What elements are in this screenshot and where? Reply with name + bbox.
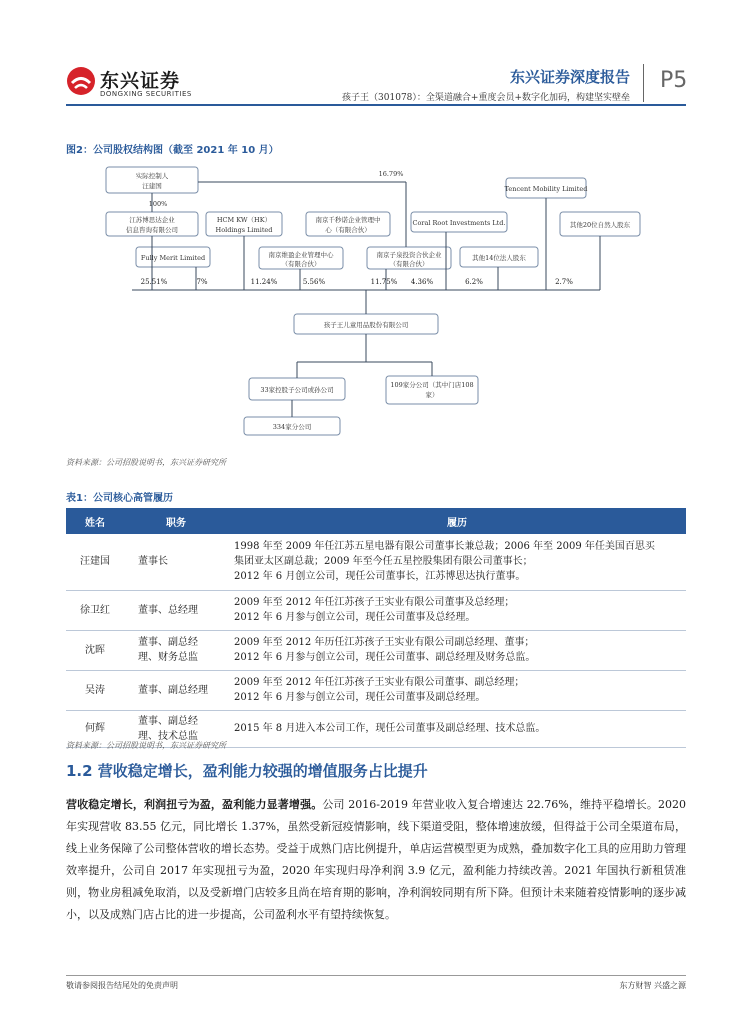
other14-label: 其他14位法人股东 — [472, 254, 526, 262]
company-label: 孩子王儿童用品股份有限公司 — [323, 321, 409, 329]
nj-ss-label-2: （有限合伙） — [281, 260, 321, 268]
subsidiaries-label: 33家控股子公司或孙公司 — [260, 386, 334, 394]
exec-position: 董事、副总经理 — [124, 670, 228, 710]
stores-label: 334家分公司 — [272, 423, 312, 431]
nj-zk-label-2: （有限合伙） — [389, 260, 429, 268]
exec-resume: 2009 年至 2012 年任江苏孩子王实业有限公司董事及总经理； 2012 年 6 月参与创立公司，现任公司董事及总经理。 — [228, 590, 686, 630]
pct-label: 2.7% — [555, 278, 573, 286]
section-paragraph — [66, 794, 686, 926]
pct-label: 5.56% — [302, 278, 326, 286]
exec-resume: 2015 年 8 月进入本公司工作，现任公司董事及副总经理、技术总监。 — [228, 710, 686, 747]
logo-text: 东兴证券 — [100, 70, 181, 92]
controller-label-2: 汪建国 — [142, 182, 162, 190]
pct-label: 6.2% — [465, 278, 483, 286]
exec-name: 徐卫红 — [66, 590, 124, 630]
pct-label: 11.24% — [250, 278, 278, 286]
figure-source: 资料来源：公司招股说明书，东兴证券研究所 — [66, 458, 226, 467]
jsbs-label-1: 江苏博思达企业 — [129, 216, 175, 224]
pct-1679: 16.79% — [378, 170, 404, 178]
nj-zxp-label-2: 心（有限合伙） — [325, 226, 371, 234]
equity-structure-diagram — [66, 162, 686, 452]
table-caption: 表1：公司核心高管履历 — [66, 493, 173, 504]
jsbs-label-2: 信息咨询有限公司 — [126, 226, 178, 234]
footer-rule — [66, 975, 686, 976]
exec-position: 董事、副总经 理、技术总监 — [124, 710, 228, 747]
paragraph-body: 公司 2016-2019 年营业收入复合增速达 22.76%，维持平稳增长。2020 年实现营收 83.55 亿元，同比增长 1.37%，虽然受新冠疫情影响，线下渠道受阻，整体增速放缓，但得益于公司全渠道布局，线上业务保障了公司整体营收的增长态势。受益于成熟门店比例提升，单店运营模型更为成熟，叠加数字化工具的应用助力管理效率提升，公司自 2017 年实现扭亏为盈，2020 年实现归母净利润 3.9 亿元，盈利能力持续改善。2021 年国执行新租赁准则，物业房租减免取消，以及受新增门店较多且尚在培育期的影响，净利润较同期有所下降。但预计未来随着疫情影响的逐步减小，以及成熟门店占比的进一步提高，公司盈利水平有望持续恢复。 — [66, 798, 686, 921]
pct-100: 100% — [148, 200, 168, 208]
nj-zk-label-1: 南京子泉投资合伙企业 — [376, 251, 442, 259]
table-row — [66, 670, 686, 710]
pct-label: 25.51% — [140, 278, 168, 286]
table-header-row — [66, 508, 686, 534]
executive-table — [66, 508, 686, 748]
header-divider — [643, 64, 644, 102]
header-resume: 履历 — [228, 508, 686, 534]
exec-position: 董事长 — [124, 534, 228, 590]
nj-ss-label-1: 南京维盈企业管理中心 — [268, 251, 334, 259]
hcm-label-2: Holdings Limited — [215, 226, 273, 234]
report-subtitle: 孩子王（301078）：全渠道融合+重度会员+数字化加码，构建坚实壁垒 — [342, 93, 630, 103]
figure-caption: 图2：公司股权结构图（截至 2021 年 10 月） — [66, 145, 279, 156]
exec-resume: 1998 年至 2009 年任江苏五星电器有限公司董事长兼总裁；2006 年至 2009 年任美国百思买 集团亚太区副总裁；2009 年至今任五星控股集团有限公司董事长； 2012 年 6 月创立公司，现任公司董事长，江苏博思达执行董事。 — [228, 534, 686, 590]
branches-label-2: 家） — [425, 391, 439, 399]
footer-slogan: 东方财智 兴盛之源 — [619, 981, 686, 990]
section-title: 1.2 营收稳定增长，盈利能力较强的增值服务占比提升 — [66, 762, 428, 780]
pct-label: 4.36% — [410, 278, 434, 286]
report-title: 东兴证券深度报告 — [509, 68, 630, 86]
exec-name: 吴涛 — [66, 670, 124, 710]
tencent-label: Tencent Mobility Limited — [504, 185, 588, 193]
disclaimer-note: 敬请参阅报告结尾处的免责声明 — [66, 981, 178, 990]
other20-label: 其他20位自然人股东 — [569, 221, 631, 229]
page-number: P5 — [660, 68, 688, 93]
pct-label: 7% — [196, 278, 208, 286]
exec-resume: 2009 年至 2012 年历任江苏孩子王实业有限公司副总经理、董事； 2012 年 6 月参与创立公司，现任公司董事、副总经理及财务总监。 — [228, 630, 686, 670]
exec-position: 董事、副总经 理、财务总监 — [124, 630, 228, 670]
table-row — [66, 590, 686, 630]
dongxing-logo-icon — [66, 66, 96, 96]
exec-name: 何辉 — [66, 710, 124, 747]
header-position: 职务 — [124, 508, 228, 534]
hcm-label-1: HCM KW（HK） — [216, 216, 272, 224]
table-row — [66, 630, 686, 670]
table-row — [66, 534, 686, 590]
branches-label-1: 109家分公司（其中门店108 — [390, 381, 474, 389]
nj-zxp-label-1: 南京千秒诺企业管理中 — [315, 216, 381, 224]
logo-english: DONGXING SECURITIES — [100, 90, 192, 98]
coral-root-label: Coral Root Investments Ltd. — [412, 219, 506, 227]
fully-merit-label: Fully Merit Limited — [140, 254, 206, 262]
table-source: 资料来源：公司招股说明书，东兴证券研究所 — [66, 741, 226, 750]
exec-name: 沈晖 — [66, 630, 124, 670]
exec-resume: 2009 年至 2012 年任江苏孩子王实业有限公司董事、副总经理； 2012 年 6 月参与创立公司，现任公司董事及副总经理。 — [228, 670, 686, 710]
controller-label-1: 实际控制人 — [135, 172, 169, 180]
exec-name: 汪建国 — [66, 534, 124, 590]
header-name: 姓名 — [66, 508, 124, 534]
pct-label: 11.75% — [370, 278, 398, 286]
paragraph-lead: 营收稳定增长，利润扭亏为盈，盈利能力显著增强。 — [66, 798, 323, 811]
exec-position: 董事、总经理 — [124, 590, 228, 630]
header-rule — [66, 104, 686, 106]
